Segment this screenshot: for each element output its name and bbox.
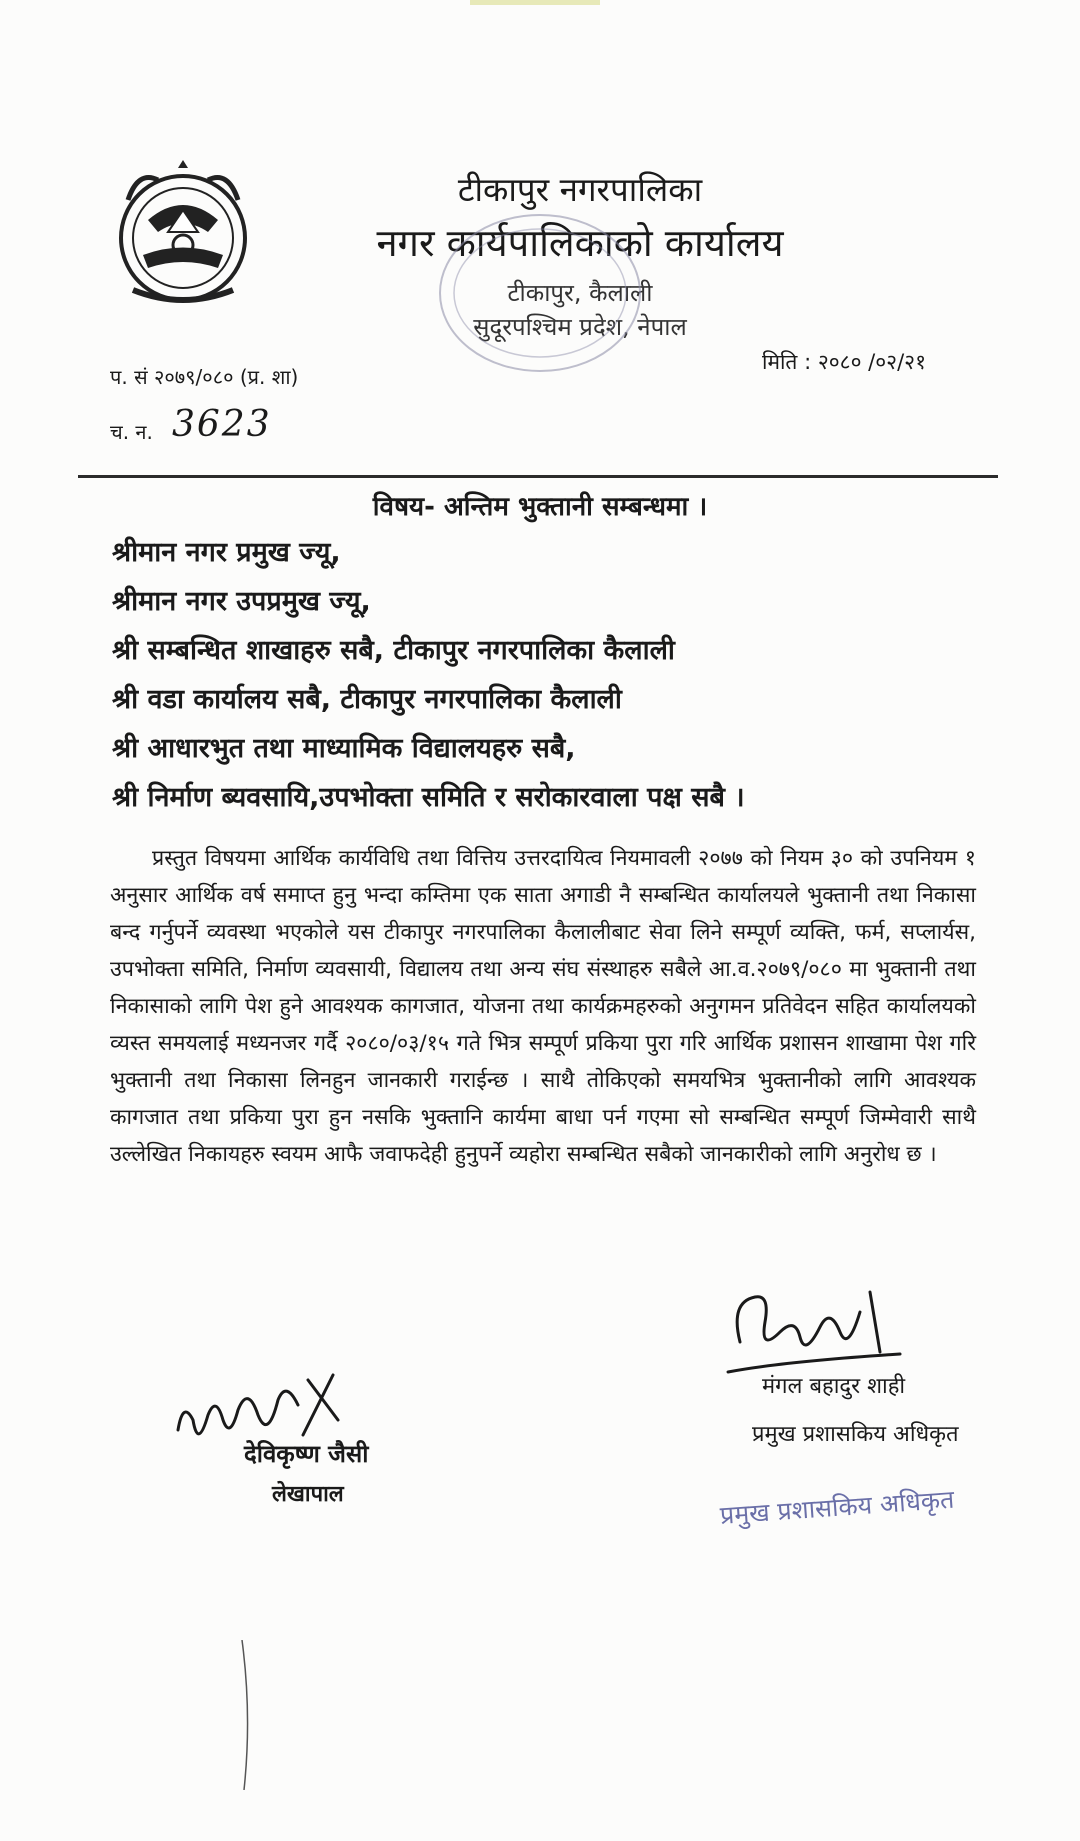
cao-name: मंगल बहादुर शाही bbox=[762, 1374, 906, 1399]
municipality-name: टीकापुर नगरपालिका bbox=[457, 170, 703, 209]
cao-title: प्रमुख प्रशासकिय अधिकृत bbox=[752, 1422, 959, 1447]
dispatch-number: 3623 bbox=[172, 404, 272, 445]
body-paragraph: प्रस्तुत विषयमा आर्थिक कार्यविधि तथा वित्तिय उत्तरदायित्व नियमावली २०७७ को नियम ३० को उपनियम १ अनुसार आर्थिक वर्ष समाप्त हुनु भन्दा कम्तिमा एक साता अगाडी नै सम्बन्धित कार्यालयले भुक्तानी तथा निकासा बन्द गर्नुपर्ने व्यवस्था भएकोले यस टीकापुर नगरपालिका कैलालीबाट सेवा लिने सम्पूर्ण व्यक्ति, फर्म, सप्लार्यस, उपभोक्ता समिति, निर्माण व्यवसायी, विद्यालय तथा अन्य संघ संस्थाहरु सबैले आ.व.२०७९/०८० मा भुक्तानी तथा निकासाको लागि पेश हुने आवश्यक कागजात, योजना तथा कार्यक्रमहरुको अनुगमन प्रतिवेदन सहित कार्यालयको व्यस्त समयलाई मध्यनजर गर्दै २०८०/०३/१५ गते भित्र सम्पूर्ण प्रकिया पुरा गरि आर्थिक प्रशासन शाखामा पेश गरि भुक्तानी तथा निकासा लिनहुन जानकारी गराईन्छ । साथै तोकिएको समयभित्र भुक्तानीको लागि आवश्यक कागजात तथा प्रकिया पुरा हुन नसकि भुक्तानि कार्यमा बाधा पर्न गएमा सो सम्बन्धित सम्पूर्ण जिम्मेवारी साथै उल्लेखित निकायहरु स्वयम आफै जवाफदेही हुनुपर्ने व्यहोरा सम्बन्धित सबैको जानकारीको लागि अनुरोध छ । bbox=[110, 846, 976, 1167]
recipient-line: श्री सम्बन्धित शाखाहरु सबै, टीकापुर नगरपालिका कैलाली bbox=[112, 635, 675, 666]
recipient-line: श्रीमान नगर प्रमुख ज्यू, bbox=[112, 537, 341, 568]
recipient-line: श्री वडा कार्यालय सबै, टीकापुर नगरपालिका कैलाली bbox=[112, 684, 622, 715]
dispatch-label: च. न. bbox=[110, 420, 153, 444]
letter-date: मिति : २०८० /०२/२१ bbox=[762, 350, 927, 374]
office-stamp-icon bbox=[430, 208, 650, 378]
scan-mark bbox=[470, 0, 600, 5]
recipient-line: श्री आधारभुत तथा माध्यामिक विद्यालयहरु सबै, bbox=[112, 733, 576, 764]
address-province: सुदूरपश्चिम प्रदेश, नेपाल bbox=[473, 313, 687, 341]
accountant-name: देविकृष्ण जैसी bbox=[244, 1440, 369, 1468]
letter-subject: विषय- अन्तिम भुक्तानी सम्बन्धमा । bbox=[372, 492, 708, 522]
header-divider bbox=[78, 475, 998, 478]
scan-margin-mark bbox=[238, 1640, 258, 1790]
recipient-line: श्री निर्माण ब्यवसायि,उपभोक्ता समिति र सरोकारवाला पक्ष सबै । bbox=[112, 782, 745, 813]
accountant-title: लेखापाल bbox=[272, 1482, 344, 1507]
office-name: नगर कार्यपालिकाको कार्यालय bbox=[376, 221, 784, 265]
letter-body bbox=[110, 840, 976, 1173]
reference-number: प. सं २०७९/०८० (प्र. शा) bbox=[110, 365, 299, 389]
designation-stamp: प्रमुख प्रशासकिय अधिकृत bbox=[719, 1484, 956, 1530]
recipient-list bbox=[112, 528, 1012, 822]
recipient-line: श्रीमान नगर उपप्रमुख ज्यू, bbox=[112, 586, 371, 617]
address-district: टीकापुर, कैलाली bbox=[507, 279, 653, 307]
